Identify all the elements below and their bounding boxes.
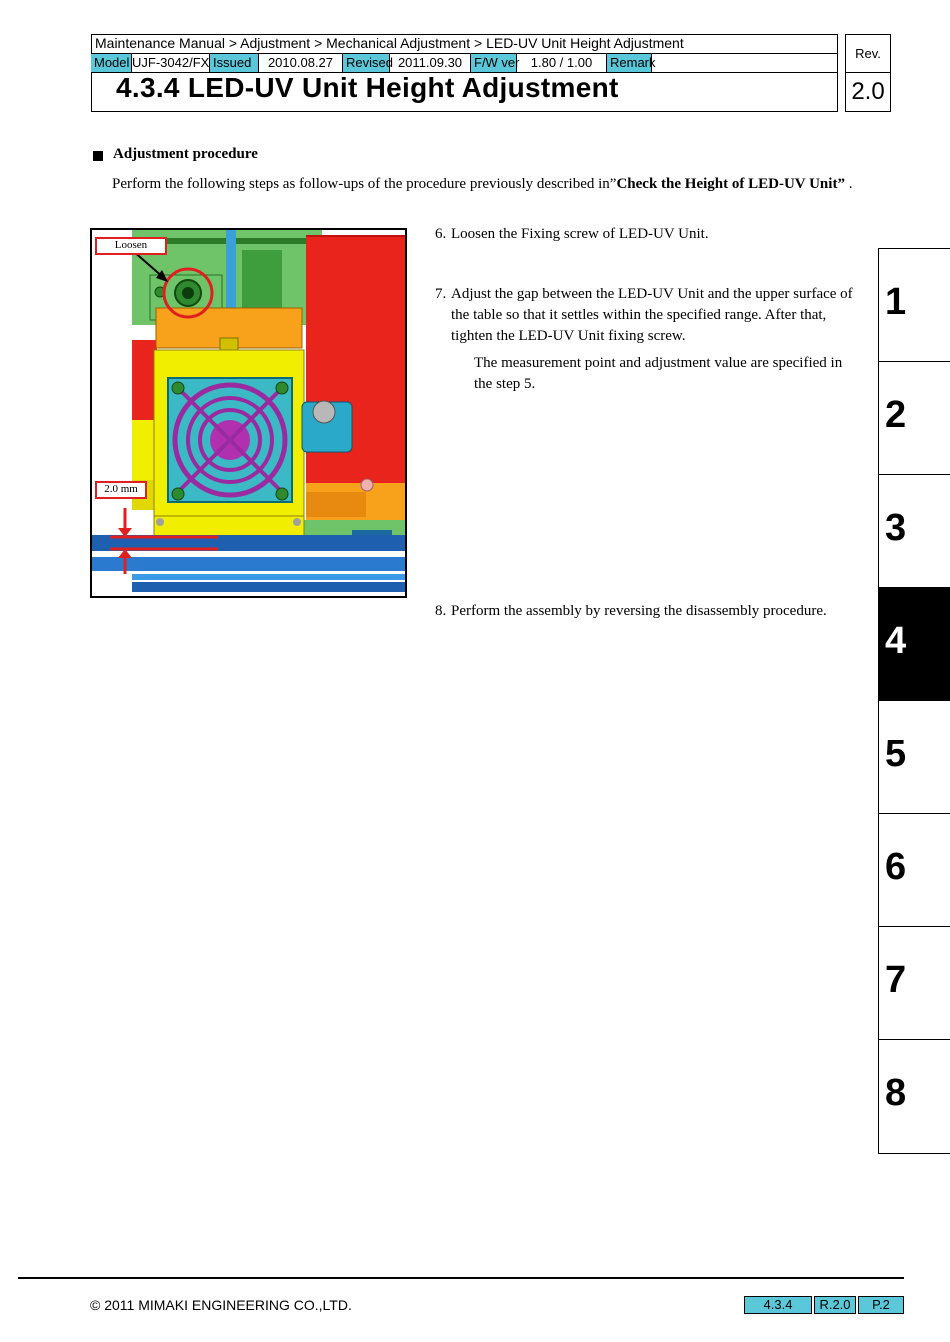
footer-divider [18, 1277, 904, 1279]
section-heading: Adjustment procedure [113, 146, 258, 162]
step-number: 8. [435, 603, 447, 619]
chapter-tab-label: 6 [885, 846, 907, 888]
model-label: Model [91, 54, 132, 72]
document-meta-row [91, 53, 838, 73]
issued-value: 2010.08.27 [259, 54, 343, 72]
model-value: UJF-3042/FX [132, 55, 210, 70]
chapter-tab-label: 8 [885, 1072, 907, 1114]
chapter-tab-label: 7 [885, 959, 907, 1001]
chapter-tab-4[interactable] [878, 587, 950, 700]
loosen-callout: Loosen [95, 237, 167, 255]
intro-paragraph [112, 174, 862, 194]
intro-end: . [844, 176, 853, 192]
fw-value: 1.80 / 1.00 [517, 54, 607, 72]
chapter-tab-label: 2 [885, 394, 907, 436]
step-6 [435, 224, 865, 246]
step-number: 6. [435, 226, 447, 242]
revision-label: Rev. [855, 46, 881, 61]
square-bullet-icon [93, 151, 103, 161]
remark-label: Remark [607, 54, 652, 72]
revision-divider [845, 72, 891, 73]
revised-label: Revised [343, 54, 390, 72]
led-uv-unit-drawing [92, 230, 405, 596]
footer-page: P.2 [858, 1296, 904, 1314]
chapter-tab-8[interactable] [878, 1039, 950, 1154]
chapter-tab-label: 3 [885, 507, 907, 549]
chapter-tab-label: 1 [885, 281, 907, 323]
step-text: Adjust the gap between the LED-UV Unit and the upper surface of the table so that it settles within the specified range. After that, tighten the LED-UV Unit fixing screw. [451, 286, 853, 344]
gap-callout: 2.0 mm [95, 481, 147, 499]
chapter-tab-1[interactable] [878, 248, 950, 361]
intro-reference: Check the Height of LED-UV Unit” [616, 176, 845, 192]
page-title: 4.3.4 LED-UV Unit Height Adjustment [116, 72, 619, 103]
breadcrumb: Maintenance Manual > Adjustment > Mechanical Adjustment > LED-UV Unit Height Adjustment [95, 35, 684, 51]
chapter-tab-6[interactable] [878, 813, 950, 926]
footer-page-info [744, 1296, 904, 1314]
revision-value: 2.0 [851, 78, 885, 105]
chapter-tab-5[interactable] [878, 700, 950, 813]
revised-value: 2011.09.30 [390, 54, 471, 72]
chapter-tab-7[interactable] [878, 926, 950, 1039]
chapter-tab-3[interactable] [878, 474, 950, 587]
fw-label: F/W ver [471, 54, 517, 72]
step-7-note: The measurement point and adjustment value are specified in the step 5. [474, 355, 843, 392]
led-uv-unit-illustration [90, 228, 407, 598]
footer-section: 4.3.4 [744, 1296, 812, 1314]
chapter-tab-label: 5 [885, 733, 907, 775]
footer-revision: R.2.0 [814, 1296, 856, 1314]
step-number: 7. [435, 286, 447, 302]
step-text: Perform the assembly by reversing the disassembly procedure. [451, 603, 827, 619]
chapter-tab-label: 4 [885, 620, 907, 662]
copyright-text: © 2011 MIMAKI ENGINEERING CO.,LTD. [90, 1297, 352, 1313]
step-7 [435, 284, 865, 354]
intro-text: Perform the following steps as follow-ups of the procedure previously described in” [112, 176, 617, 192]
chapter-tab-2[interactable] [878, 361, 950, 474]
step-text: Loosen the Fixing screw of LED-UV Unit. [451, 226, 709, 242]
issued-label: Issued [210, 54, 259, 72]
step-8 [435, 601, 865, 623]
